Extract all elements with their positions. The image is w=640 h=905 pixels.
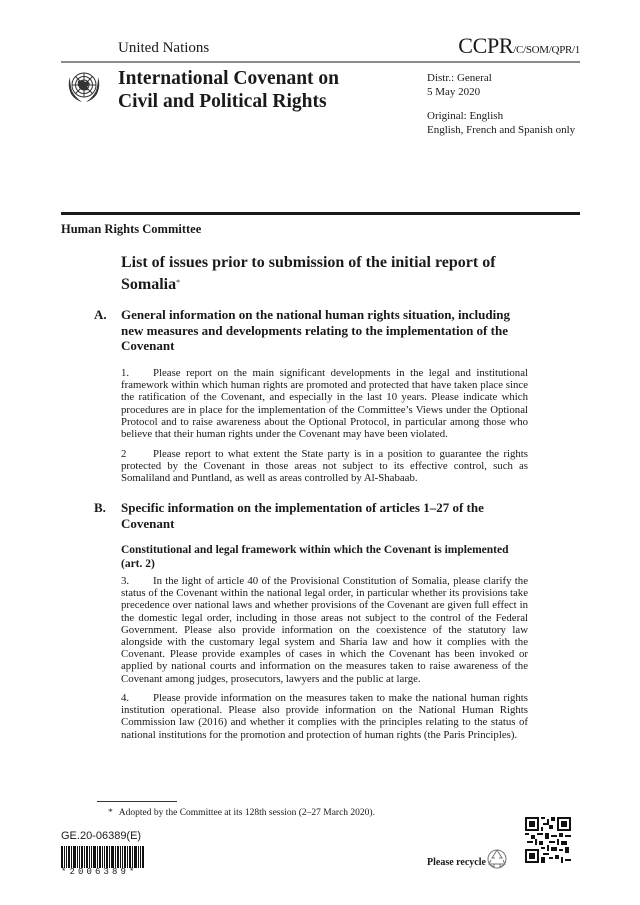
main-title-text: List of issues prior to submission of the initial report of Somalia <box>121 254 496 293</box>
subsection-heading: Constitutional and legal framework within which the Covenant is implemented (art. 2) <box>121 544 509 570</box>
un-emblem-icon <box>64 67 104 107</box>
paragraph-number: 1. <box>121 367 130 379</box>
footnote-text: Adopted by the Committee at its 128th session (2–27 March 2020). <box>118 808 375 818</box>
paragraph-4 <box>121 692 528 741</box>
symbol-main: CCPR <box>458 33 514 58</box>
section-heading-text: Specific information on the implementation of articles 1–27 of the Covenant <box>121 500 484 531</box>
distribution-info <box>427 72 575 137</box>
footnote-marker: * <box>108 808 113 818</box>
title-footnote-marker[interactable]: * <box>176 277 181 287</box>
paragraph-text: Please report on the main significant developments in the legal and institutional framework within which human rights are promoted and protected that have taken place since the ratification of the Covenant, and especially in the last 10 years. Please indicate which procedures are in place for the implementation of the Committee’s Views under the Optional Protocol and to raise awareness about the Optional Protocol, in particular among those who believe that their human rights under the Covenant may have been violated. <box>121 367 528 441</box>
section-letter: A. <box>94 307 107 322</box>
footnote <box>108 808 375 818</box>
job-number: GE.20-06389(E) <box>61 830 142 842</box>
section-rule <box>61 212 580 215</box>
recycle-label: Please recycle <box>427 857 486 868</box>
symbol-suffix: /C/SOM/QPR/1 <box>513 44 580 56</box>
recycle-icon <box>486 848 508 870</box>
paragraph-text: Please provide information on the measures taken to make the national human rights institution operational. Please also provide information on the National Human Rights Commission law (2016) and whether it complies with the principles relating to the status of national institutions for the promotion and protection of human rights (the Paris Principles). <box>121 692 528 741</box>
paragraph-text: In the light of article 40 of the Provisional Constitution of Somalia, please clarify the status of the Covenant within the national legal order, in particular whether its provisions take precedence over national laws and whether provisions of the Covenant are given full effect in the domestic legal order, including in those areas not subject to the control of the Federal Government. Please also provide information on the coexistence of the statutory law alongside with the customary legal system and Sharia law and how it complies with the Covenant. Please provide examples of cases in which the Covenant has been invoked or applied by national courts and information on the measures taken to raise awareness of the Covenant among judges, prosecutors, lawyers and the public at large. <box>121 575 528 685</box>
organization-name: United Nations <box>118 40 210 56</box>
barcode-number: *2006389* <box>61 867 138 877</box>
section-heading-text: General information on the national human rights situation, including new measures and developments relating to the implementation of the Covenant <box>121 307 510 353</box>
document-title <box>118 67 339 113</box>
distribution: Distr.: General <box>427 72 492 84</box>
original-language: Original: English <box>427 110 504 122</box>
section-b-heading <box>94 500 534 531</box>
footnote-separator <box>97 801 177 802</box>
barcode-icon <box>61 846 151 868</box>
header-rule <box>61 61 580 63</box>
document-title-line-1: International Covenant on <box>118 68 340 89</box>
document-symbol <box>458 33 580 59</box>
paragraph-1 <box>121 367 528 440</box>
paragraph-text: Please report to what extent the State party is in a position to guarantee the rights protected by the Covenant in those areas not subject to its effective control, such as Somaliland and Puntland, as well as areas controlled by Al-Shabaab. <box>121 448 528 485</box>
paragraph-number: 4. <box>121 692 130 704</box>
date: 5 May 2020 <box>427 85 481 98</box>
paragraph-3 <box>121 575 528 685</box>
qr-code-icon <box>525 817 571 863</box>
paragraph-number: 2 <box>121 448 127 460</box>
main-title <box>121 253 541 294</box>
document-title-line-2: Civil and Political Rights <box>118 91 327 112</box>
paragraph-2 <box>121 448 528 485</box>
section-letter: B. <box>94 500 106 515</box>
languages: English, French and Spanish only <box>427 123 576 136</box>
section-a-heading <box>94 307 534 354</box>
paragraph-number: 3. <box>121 575 130 587</box>
committee-name: Human Rights Committee <box>61 222 202 236</box>
